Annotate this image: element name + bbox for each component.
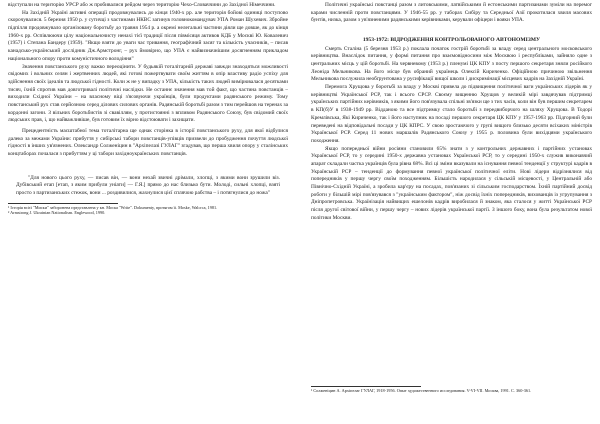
- paragraph: Політичні українські повстанці разом з литовськими, латвійськими й естонськими партизанами зуміли на перемог карами численній проти повстанцями. У 1946-55 рр. у таборах Сибіру та Середньої Азії прокотилася хвиля масових бунтів, низка, разом з ув'язненими радянськими керівниками, керували офіцери і вояки УПА.: [311, 2, 592, 24]
- footnote-divider: [8, 203, 118, 204]
- paragraph: На Західній Україні активні операції продовжувались до кінця 1940-х рр. але територія бойові одиниці поступово скорочувалися. 5 березня 1950 р. у сутичці з частинами НКВС загинув головнокомандувач УПА Роман Шухевич. Збройне підпілля продовжувало організовану боротьбу до травня 1954 р. а окремі нелегальні частини діяли ще довше, як до кінця 1960-х рр. Оспівлюючи цілу національночисту ненахі тієї традиції після півмісяця активов КДБ у Москві Ю. Ковалевич (1957) і Степана Бандеру (1959). "Якщо взяти до уваги час тривання, географічний засяг та кількість учасників, – писав канадсько-український дослідник Дж.Армстронг, – рух ймовірно, що УПА є найвизначнішим досягненням прикладом національного опору проти комуністичного володіння": [8, 9, 288, 62]
- footnote: ² Armstrong J. Ukrainian Nationalism. Englewood, 1990.: [8, 210, 106, 216]
- footnote: ¹ Солженіцин А. Архіпелаг ГУЛАГ, 1918-1956. Опыт художественного исследования. V-VI-VII. Москва, 1991. С. 360-361.: [311, 388, 532, 393]
- paragraph: Перемога Хрущова у боротьбі за владу у Москві привела до підвищення політичної ваги українських лідерів як у керівництві Української РСР, так і всього СРСР. Своєму вищенню Хрущов у великій мірі завдячував підтримці українських партійних керівників, з якими його пов'язувала спільні зв'язки ще з тих часів, коли він був першим секретарем в КП(б)У в 1938-1949 рр. Відданою та все підтримку стало боротьбі з передвиборчого на шляху Хрущова. В Тодорі Кремлівська, Які Кириченко, так і його наступник на посаді першого секретаря ЦК КПУ у 1957-1963 рр. Підгорний були переведені на відповідальні посади у ЦК КПРС. У свою зростаючого у групі вищого близько десяти всіхаких міністрів Української РСР. Серед 11 нових маршалів Радянського Союзу у 1955 р. половина були вихідцями українського походження.: [311, 84, 592, 144]
- footnote-divider: [311, 386, 421, 387]
- paragraph: Смерть Сталіна (5 березня 1953 р.) поклала початок гострій боротьбі за владу серед центрального московського керівництва. Внаслідок питання, у формі питання про взаємовідносини між Москвою і республіками, зайняло одне з центральних місць у цій боротьбі. На червневому (1953 р.) пленумі ЦК КПУ з посту першого секретаря зняли російкого Леоніда Мельникова. На його місце був обраний українець Олексій Кириченко. Офіційною причиною звільнення Мельникова послужила необґрунтована у русифікації вищої школи і дискримінації місцевих кадрів на Західній Україні.: [311, 45, 592, 83]
- right-column: [311, 2, 592, 422]
- section-heading: 1953-1972: ВІДРОДЖЕННЯ КОНТРОЛЬОВАНОГО АВТОНОМІЗМУ: [362, 37, 541, 44]
- paragraph: Значення повстанського руху важко переоцінити. У будьякій тоталітарній державі завжди знаходяться можливості свідомих і вольних селян і жертвенних людей, які готові пожертвувати своїм життям в опір властиву радіо успіху для здійснення своїх ідеалів та людської гідності. Коли ж не у випадку з УПА, кількість таких людей вимірювалася десятками тисяч, їхній спротив мав довготривалі політичні наслідки. Не останнє значення мав той факт, що частина повстанців – виходили Східної України – на власному віці з'ясовуючи українців, були продуктами радянського режиму. Тому повстанський рух став серйозною серед ділових силових органів. Радянській боротьбі разом з тим перейшов на теренах за кордонні загони. З вільних боротьбистів зі свавіллям, у протистоянні з впливом Радянського Союзу, був свідомий своїх людських прав, і, що найважливіше, був готовим їх вірно відстоювати і захищати.: [8, 63, 288, 124]
- block-quote: "Для нового цього руху, — писав він, — вони нехай звичні дрімали, хлопці, з якими вони зрушили віз. Дубівський етап [етап, з яким прибули уніати] — Г.Я.] прямо до нас близько бути. Молоді, сильні хлопці, взяті просто з партизанських стежок, вони ... роздивилися, жахнулися цієї сплячою рабства – і потягнулися до ножа": [16, 174, 280, 197]
- paragraph: відступали на територію УРСР або ж пробивалися рейдом через територію Чехо-Словаччини до Західної Німеччини.: [8, 2, 276, 8]
- footnote: ¹ Історія всієї "Миски" заборонена представлена у кн. Моска "Write". Dokumenty, протягом її. Moske, Walcrca, 1981.: [8, 204, 218, 210]
- paragraph: Якщо попередньої війни росіяни становили 65% знати з у контрольних державних і партійних установах Української РСР, то у середині 1950-х державна установах Української РСР, то у середині 1950-х служив виконавчий апарат складали частка українців була рівна 68%. Всі ці зміни вказували на існування певної тенденції у структурі кадрів в Українській РСР – тенденції до формування певної української політичної еліти. Нові лідери відрізнялися від попередників у першу чергу своїм походженням. Більшість народилася у сільській місцевості, у Центральній або Північно-Східній Україні, а зробила кар'єру на посадах, пов'язаних зі сільським господарством. Їхній партійний досвід роботи у більшій мірі пов'язувався з "українським фактором", ніж досвід їхніх попередників, вихованців із угрупування з Дніпропетровська. Українізація найвищих ешелонів кадрів виробилася й знаком, яка сталося у житті Української РСР після другої світової війни, у першу чергу – нових лідерів української партії. З іншого боку, вона була результатом нової політики Москви.: [311, 145, 592, 221]
- right-footnotes: [311, 381, 592, 394]
- left-column: [8, 2, 288, 422]
- paragraph: Прецедентність масштабної тема тоталітарна ще однак сторінка в історії повстанського руху, для якої відбулися далеко за межами України: прибуття у сибірські табори повстанців-упівців призвели до пробудження почуття людської гідності в інших ув'язнених. Олександр Солженіцин в "Архіпелазі ГУЛАГ" згадував, що перша хвиля опору у сталінських концтаборах почалася з прибуттям у ці табори західноукраїнських повстанців.: [8, 128, 288, 158]
